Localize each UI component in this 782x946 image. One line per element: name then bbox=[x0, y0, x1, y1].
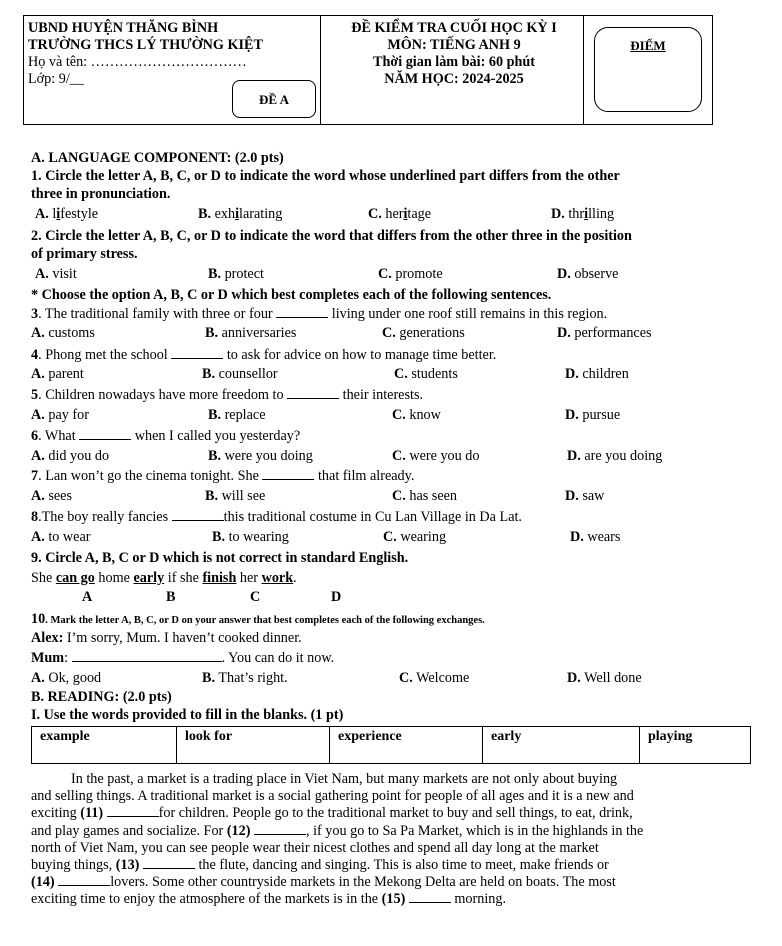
choose-instruction: * Choose the option A, B, C or D which best completes each of the following sentences. bbox=[31, 287, 552, 303]
class-label: Lớp: 9/__ bbox=[28, 71, 84, 87]
q9-instruction: 9. Circle A, B, C or D which is not correct in standard English. bbox=[31, 550, 409, 566]
q1-option-a[interactable]: A. lifestyle bbox=[35, 206, 99, 222]
reading-passage: In the past, a market is a trading place in Viet Nam, but many markets are not only about buying and selling things. A traditional market is a social gathering point for people of all ages and it is a new and exciting (11) for children. People go to the traditional market to buy and sell things, to eat, drink, and play games and socialize. For (12) , if you go to Sa Pa Market, which is in the highlands in the north of Viet Nam, you can see people wear their nicest clothes and spend all day long at the market buying things, (13) the flute, dancing and singing. This is also time to meet, make friends or (14) lovers. Some other countryside markets in the Mekong Delta are held on boats. The most exciting time to enjoy the atmosphere of the markets is in the (15) morning. bbox=[31, 771, 644, 908]
q4-option-c[interactable]: C. students bbox=[394, 366, 458, 382]
word-bank-cell: playing bbox=[640, 727, 751, 764]
subject: MÔN: TIẾNG ANH 9 bbox=[387, 37, 521, 53]
name-label: Họ và tên: …………………………… bbox=[28, 54, 247, 70]
q7-option-c[interactable]: C. has seen bbox=[392, 488, 458, 504]
score-label: ĐIỂM bbox=[630, 38, 666, 53]
q10-option-b[interactable]: B. That’s right. bbox=[202, 670, 288, 686]
q9-label-c: C bbox=[250, 589, 261, 605]
school-year: NĂM HỌC: 2024-2025 bbox=[384, 71, 524, 87]
q6-option-d[interactable]: D. are you doing bbox=[567, 448, 663, 464]
q2-option-d[interactable]: D. observe bbox=[557, 266, 619, 282]
duration: Thời gian làm bài: 60 phút bbox=[373, 54, 535, 70]
q3-option-a[interactable]: A. customs bbox=[31, 325, 95, 341]
q8-option-d[interactable]: D. wears bbox=[570, 529, 621, 545]
q10-alex-line: Alex: I’m sorry, Mum. I haven’t cooked dinner. bbox=[31, 630, 302, 646]
q5-option-d[interactable]: D. pursue bbox=[565, 407, 621, 423]
q6-option-a[interactable]: A. did you do bbox=[31, 448, 110, 464]
q1-option-d[interactable]: D. thrilling bbox=[551, 206, 615, 222]
q9-part-c[interactable]: finish bbox=[202, 570, 237, 586]
blank-14[interactable] bbox=[58, 874, 110, 886]
q2-option-b[interactable]: B. protect bbox=[208, 266, 264, 282]
q10-mum-line: Mum: . You can do it now. bbox=[31, 650, 335, 666]
q7-stem: 7. Lan won’t go the cinema tonight. She that film already. bbox=[31, 468, 415, 484]
exam-header bbox=[23, 15, 713, 125]
q9-part-b[interactable]: early bbox=[133, 570, 165, 586]
q8-option-b[interactable]: B. to wearing bbox=[212, 529, 289, 545]
q9-label-b: B bbox=[166, 589, 176, 605]
q10-option-c[interactable]: C. Welcome bbox=[399, 670, 470, 686]
q3-option-d[interactable]: D. performances bbox=[557, 325, 652, 341]
q6-option-c[interactable]: C. were you do bbox=[392, 448, 480, 464]
q2-instruction-cont: of primary stress. bbox=[31, 246, 138, 262]
q5-option-b[interactable]: B. replace bbox=[208, 407, 266, 423]
word-bank-cell: look for bbox=[177, 727, 330, 764]
q3-stem: 3. The traditional family with three or four living under one roof still remains in this region. bbox=[31, 306, 608, 322]
header-divider bbox=[583, 16, 584, 124]
q10-instruction: 10. Mark the letter A, B, C, or D on your answer that best completes each of the following exchanges. bbox=[31, 611, 485, 627]
q8-option-c[interactable]: C. wearing bbox=[383, 529, 447, 545]
q8-option-a[interactable]: A. to wear bbox=[31, 529, 91, 545]
q9-part-d[interactable]: work bbox=[261, 570, 294, 586]
exam-title: ĐỀ KIỂM TRA CUỐI HỌC KỲ I bbox=[351, 20, 557, 36]
q2-option-a[interactable]: A. visit bbox=[35, 266, 77, 282]
q9-label-d: D bbox=[331, 589, 342, 605]
word-bank-cell: example bbox=[32, 727, 177, 764]
q10-option-d[interactable]: D. Well done bbox=[567, 670, 642, 686]
q5-stem: 5. Children nowadays have more freedom to their interests. bbox=[31, 387, 424, 403]
word-bank-table bbox=[31, 726, 751, 764]
q4-option-b[interactable]: B. counsellor bbox=[202, 366, 278, 382]
blank-12[interactable] bbox=[254, 823, 306, 835]
q9-part-a[interactable]: can go bbox=[55, 570, 95, 586]
word-bank-cell: early bbox=[483, 727, 640, 764]
q5-option-a[interactable]: A. pay for bbox=[31, 407, 89, 423]
q2-instruction: 2. Circle the letter A, B, C, or D to indicate the word that differs from the other three in the position bbox=[31, 228, 632, 244]
q9-label-a: A bbox=[82, 589, 93, 605]
q1-option-c[interactable]: C. heritage bbox=[368, 206, 432, 222]
q6-option-b[interactable]: B. were you doing bbox=[208, 448, 313, 464]
header-divider bbox=[320, 16, 321, 124]
q8-stem: 8.The boy really fancies this traditional costume in Cu Lan Village in Da Lat. bbox=[31, 509, 522, 525]
section-a-title: A. LANGUAGE COMPONENT: (2.0 pts) bbox=[31, 150, 284, 166]
q10-option-a[interactable]: A. Ok, good bbox=[31, 670, 102, 686]
reading-part1-title: I. Use the words provided to fill in the blanks. (1 pt) bbox=[31, 707, 344, 723]
word-bank-cell: experience bbox=[330, 727, 483, 764]
q9-sentence: She can go home early if she finish her work. bbox=[31, 570, 297, 586]
q3-option-c[interactable]: C. generations bbox=[382, 325, 465, 341]
exam-code-box: ĐỀ A bbox=[232, 80, 316, 118]
q6-stem: 6. What when I called you yesterday? bbox=[31, 428, 301, 444]
q4-option-a[interactable]: A. parent bbox=[31, 366, 84, 382]
q1-instruction-cont: three in pronunciation. bbox=[31, 186, 171, 202]
section-b-title: B. READING: (2.0 pts) bbox=[31, 689, 172, 705]
q2-option-c[interactable]: C. promote bbox=[378, 266, 443, 282]
score-box bbox=[594, 27, 702, 112]
q1-instruction: 1. Circle the letter A, B, C, or D to indicate the word whose underlined part differs from the other bbox=[31, 168, 620, 184]
blank-11[interactable] bbox=[107, 805, 159, 817]
district-name: UBND HUYỆN THĂNG BÌNH bbox=[28, 20, 219, 36]
q7-option-a[interactable]: A. sees bbox=[31, 488, 72, 504]
q7-option-b[interactable]: B. will see bbox=[205, 488, 266, 504]
school-name: TRƯỜNG THCS LÝ THƯỜNG KIỆT bbox=[28, 37, 263, 53]
q4-stem: 4. Phong met the school to ask for advice on how to manage time better. bbox=[31, 347, 497, 363]
q4-option-d[interactable]: D. children bbox=[565, 366, 629, 382]
blank-15[interactable] bbox=[409, 891, 451, 903]
q3-option-b[interactable]: B. anniversaries bbox=[205, 325, 297, 341]
blank-13[interactable] bbox=[143, 857, 195, 869]
q7-option-d[interactable]: D. saw bbox=[565, 488, 605, 504]
q1-option-b[interactable]: B. exhilarating bbox=[198, 206, 283, 222]
q5-option-c[interactable]: C. know bbox=[392, 407, 441, 423]
